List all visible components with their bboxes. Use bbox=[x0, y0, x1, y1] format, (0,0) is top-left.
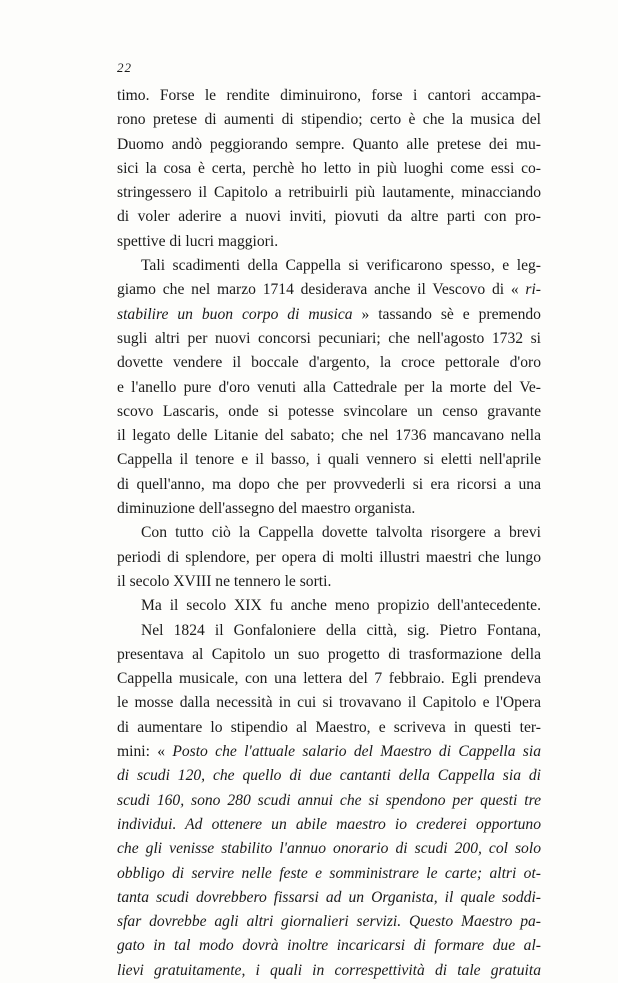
text-line bbox=[117, 133, 541, 157]
italic-text: individui. Ad ottenere un abile maestro io crederei opportuno bbox=[117, 815, 541, 833]
text-line bbox=[117, 619, 541, 643]
text-segment: timo. Forse le rendite diminuirono, forse i cantori accampa- bbox=[117, 87, 541, 104]
text-line bbox=[117, 400, 541, 424]
text-segment: stringessero il Capitolo a retribuirli più lautamente, minacciando bbox=[117, 184, 541, 202]
text-line bbox=[117, 473, 541, 497]
text-segment: dovette vendere il boccale d'argento, la croce pettorale d'oro bbox=[117, 354, 541, 372]
text-segment: Ma il secolo XIX fu anche meno propizio dell'antecedente. bbox=[141, 597, 541, 615]
text-segment: e l'anello pure d'oro venuti alla Cattedrale per la morte del Ve- bbox=[117, 378, 541, 396]
text-line bbox=[117, 521, 541, 545]
text-line bbox=[117, 108, 541, 132]
text-line bbox=[117, 303, 541, 327]
text-line bbox=[117, 157, 541, 181]
text-line bbox=[117, 959, 541, 983]
italic-text: che gli venisse stabilito l'annuo onorario di scudi 200, col solo bbox=[117, 840, 541, 858]
text-line bbox=[117, 764, 541, 788]
text-line bbox=[117, 862, 541, 886]
text-segment: diminuzione dell'assegno del maestro organista. bbox=[117, 500, 416, 518]
text-line bbox=[117, 910, 541, 934]
text-line bbox=[117, 740, 541, 764]
text-segment: sugli altri per nuovi concorsi pecuniari; che nell'agosto 1732 si bbox=[117, 329, 541, 347]
italic-text: gato in tal modo dovrà inoltre incaricarsi di formare due al- bbox=[117, 937, 541, 955]
text-line bbox=[117, 181, 541, 205]
italic-text: ri- bbox=[525, 281, 541, 299]
text-segment: sici la cosa è certa, perchè ho letto in più luoghi come essi co- bbox=[117, 159, 541, 177]
text-segment: Duomo andò peggiorando sempre. Quanto alle pretese dei mu- bbox=[117, 135, 541, 153]
text-line bbox=[117, 84, 541, 108]
text-line bbox=[117, 205, 541, 229]
italic-text: di scudi 120, che quello di due cantanti della Cappella sia di bbox=[117, 767, 541, 785]
text-segment: Cappella il tenore e il basso, i quali vennero si eletti nell'aprile bbox=[117, 451, 541, 469]
text-segment: periodi di splendore, per opera di molti illustri maestri che lungo bbox=[117, 548, 541, 566]
text-line bbox=[117, 691, 541, 715]
text-segment: Nel 1824 il Gonfaloniere della città, sig. Pietro Fontana, bbox=[141, 621, 541, 639]
text-segment: Con tutto ciò la Cappella dovette talvolta risorgere a brevi bbox=[141, 524, 541, 542]
text-line bbox=[117, 327, 541, 351]
text-line bbox=[117, 886, 541, 910]
text-line bbox=[117, 594, 541, 618]
text-line bbox=[117, 789, 541, 813]
italic-text: Posto che l'attuale salario del Maestro di Cappella sia bbox=[172, 743, 541, 761]
text-line bbox=[117, 546, 541, 570]
text-segment: scovo Lascaris, onde si potesse svincolare un censo gravante bbox=[117, 402, 541, 420]
text-line bbox=[117, 643, 541, 667]
italic-text: scudi 160, sono 280 scudi annui che si spendono per questi tre bbox=[117, 791, 541, 809]
text-line bbox=[117, 424, 541, 448]
text-segment: di voler aderire a nuovi inviti, piovuti da altre parti con pro- bbox=[117, 208, 541, 226]
text-line bbox=[117, 230, 541, 254]
text-segment: » tassando sè e premendo bbox=[352, 305, 541, 323]
italic-text: tanta scudi dovrebbero fissarsi ad un Organista, il quale soddi- bbox=[117, 888, 541, 906]
text-segment: mini: « bbox=[117, 743, 173, 761]
text-line bbox=[117, 254, 541, 278]
italic-text: lievi gratuitamente, i quali in correspettività di tale gratuita bbox=[117, 961, 541, 979]
text-segment: Tali scadimenti della Cappella si verificarono spesso, e leg- bbox=[141, 257, 541, 275]
text-segment: il legato delle Litanie del sabato; che nel 1736 mancavano nella bbox=[117, 427, 541, 445]
text-line bbox=[117, 667, 541, 691]
text-line bbox=[117, 716, 541, 740]
italic-text: sfar dovrebbe agli altri giornalieri servizi. Questo Maestro pa- bbox=[117, 913, 541, 931]
text-line bbox=[117, 448, 541, 472]
text-segment: spettive di lucri maggiori. bbox=[117, 232, 279, 250]
text-segment: di quell'anno, ma dopo che per provvederli si era ricorsi a una bbox=[117, 475, 541, 493]
text-segment: le mosse dalla necessità in cui si trovavano il Capitolo e l'Opera bbox=[117, 694, 541, 712]
italic-text: obbligo di servire nelle feste e somministrare le carte; altri ot- bbox=[117, 864, 541, 882]
body-text bbox=[117, 84, 541, 983]
text-line bbox=[117, 837, 541, 861]
text-line bbox=[117, 570, 541, 594]
text-line bbox=[117, 376, 541, 400]
text-segment: di aumentare lo stipendio al Maestro, e scriveva in questi ter- bbox=[117, 718, 541, 736]
text-segment: Cappella musicale, con una lettera del 7 febbraio. Egli prendeva bbox=[117, 670, 541, 688]
text-line bbox=[117, 934, 541, 958]
text-segment: rono pretese di aumenti di stipendio; certo è che la musica del bbox=[117, 111, 541, 129]
text-line bbox=[117, 813, 541, 837]
text-line bbox=[117, 497, 541, 521]
text-segment: giamo che nel marzo 1714 desiderava anche il Vescovo di « bbox=[117, 281, 526, 299]
text-line bbox=[117, 278, 541, 302]
page-number: 22 bbox=[117, 60, 132, 75]
text-segment: il secolo XVIII ne tennero le sorti. bbox=[117, 572, 332, 590]
text-line bbox=[117, 351, 541, 375]
italic-text: stabilire un buon corpo di musica bbox=[117, 305, 353, 323]
text-segment: presentava al Capitolo un suo progetto di trasformazione della bbox=[117, 645, 541, 663]
